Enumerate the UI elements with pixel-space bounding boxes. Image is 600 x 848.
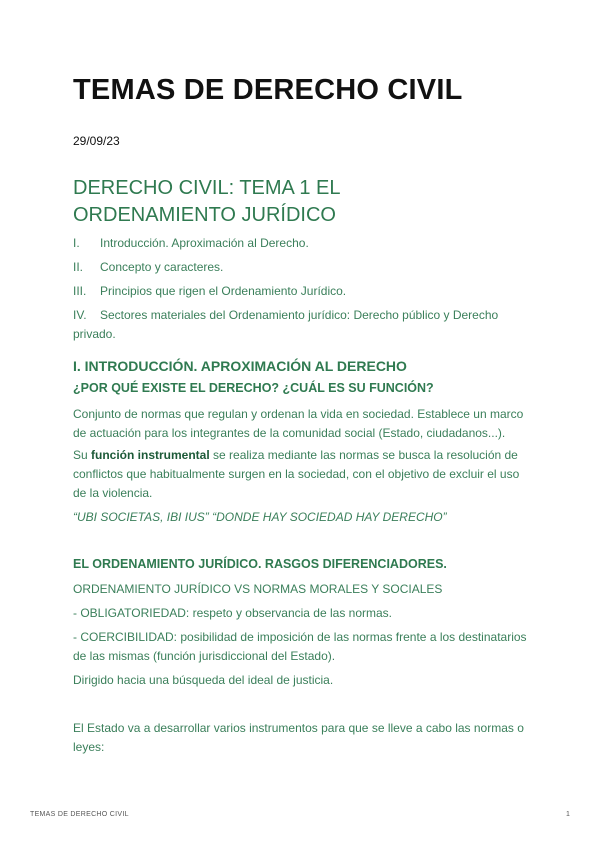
paragraph-instrumentos: El Estado va a desarrollar varios instrumentos para que se lleve a cabo las normas o leyes: <box>73 721 524 754</box>
document-title: TEMAS DE DERECHO CIVIL <box>73 74 463 106</box>
toc-text: Principios que rigen el Ordenamiento Jurídico. <box>100 284 347 298</box>
toc-item <box>73 234 513 253</box>
document-date: 29/09/23 <box>73 134 120 148</box>
toc-item <box>73 282 513 301</box>
toc-number: III. <box>73 284 87 298</box>
table-of-contents <box>73 234 513 349</box>
toc-text: Introducción. Aproximación al Derecho. <box>100 236 309 250</box>
paragraph-prefix: Su <box>73 448 92 462</box>
paragraph-function <box>73 446 533 503</box>
toc-number: I. <box>73 236 80 250</box>
toc-number: IV. <box>73 308 87 322</box>
section-subheading-2: ORDENAMIENTO JURÍDICO VS NORMAS MORALES Y SOCIALES <box>73 582 443 596</box>
paragraph-justicia: Dirigido hacia una búsqueda del ideal de justicia. <box>73 673 334 687</box>
footer-title: TEMAS DE DERECHO CIVIL <box>30 811 129 818</box>
paragraph-rest: se realiza mediante las normas se busca la resolución de conflictos que habitualmente surgen en la sociedad, con el objetivo de excluir el uso de la violencia. <box>73 448 520 500</box>
chapter-title: DERECHO CIVIL: TEMA 1 EL ORDENAMIENTO JURÍDICO <box>73 177 340 226</box>
section-subheading: ¿POR QUÉ EXISTE EL DERECHO? ¿CUÁL ES SU FUNCIÓN? <box>73 381 434 395</box>
toc-item <box>73 258 513 277</box>
bold-term: función instrumental <box>91 448 210 462</box>
footer-page-number: 1 <box>566 811 571 818</box>
paragraph-definition: Conjunto de normas que regulan y ordenan la vida en sociedad. Establece un marco de actuación para los integrantes de la comunidad social (Estado, ciudadanos...). <box>73 407 524 440</box>
toc-item <box>73 306 513 344</box>
toc-number: II. <box>73 260 84 274</box>
list-item-obligatoriedad: - OBLIGATORIEDAD: respeto y observancia de las normas. <box>73 606 393 620</box>
toc-text: Sectores materiales del Ordenamiento jurídico: Derecho público y Derecho privado. <box>73 308 499 341</box>
section-heading: I. INTRODUCCIÓN. APROXIMACIÓN AL DERECHO <box>73 358 407 374</box>
latin-quote: “UBI SOCIETAS, IBI IUS” “DONDE HAY SOCIEDAD HAY DERECHO” <box>73 510 447 524</box>
list-item-coercibilidad: - COERCIBILIDAD: posibilidad de imposición de las normas frente a los destinatarios de las mismas (función jurisdiccional del Estado). <box>73 630 527 663</box>
section-heading-2: EL ORDENAMIENTO JURÍDICO. RASGOS DIFERENCIADORES. <box>73 557 447 571</box>
toc-text: Concepto y caracteres. <box>100 260 224 274</box>
